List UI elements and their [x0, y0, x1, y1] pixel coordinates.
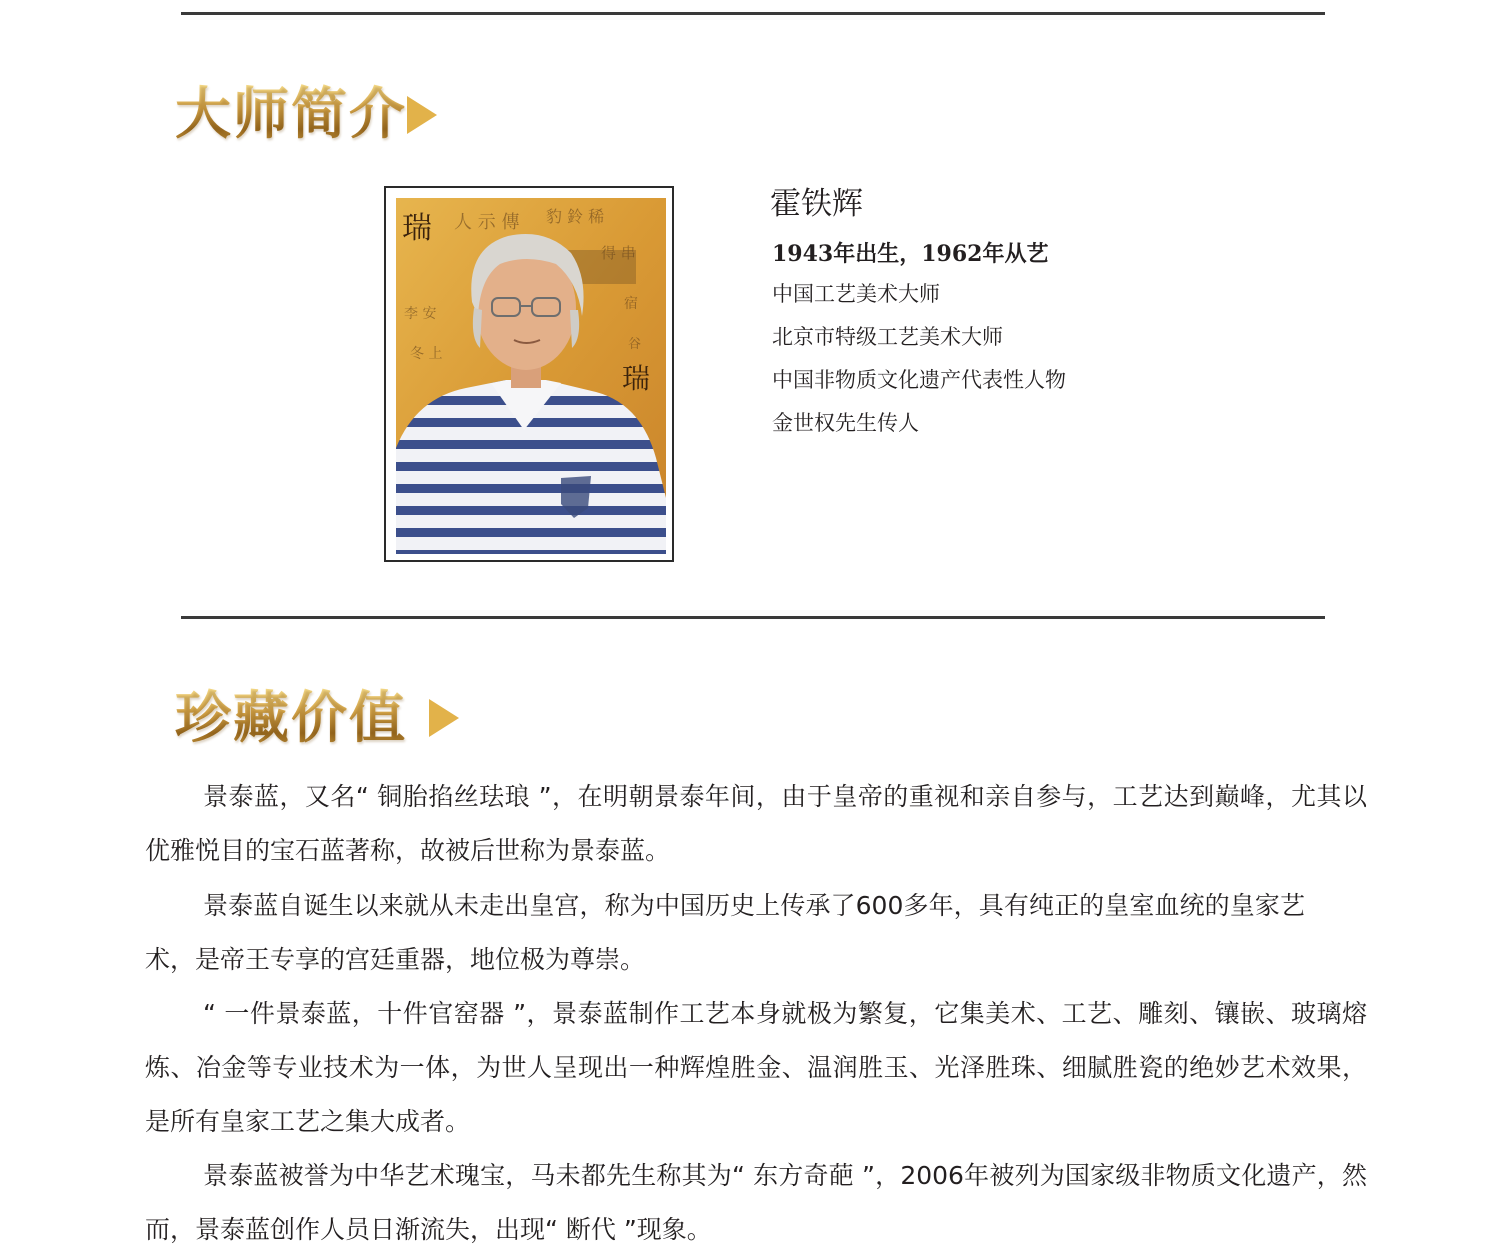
svg-text:李 安: 李 安	[404, 306, 437, 322]
section-title-collection-value: 珍藏价值	[175, 685, 407, 751]
triangle-arrow-icon	[407, 96, 437, 134]
svg-text:人 示 傳: 人 示 傳	[454, 212, 520, 233]
svg-text:宿: 宿	[624, 296, 638, 312]
master-birth-line: 1943年出生，1962年从艺	[772, 241, 1049, 267]
master-title-1: 中国工艺美术大师	[772, 282, 940, 306]
svg-text:谷: 谷	[628, 337, 642, 352]
paragraph-4: 景泰蓝被誉为中华艺术瑰宝，马未都先生称其为“ 东方奇葩 ”，2006年被列为国家级非物质文化遗产，然而，景泰蓝创作人员日渐流失，出现“ 断代 ”现象。	[145, 1161, 1367, 1244]
photo-calligraphy-1: 瑞	[402, 211, 432, 246]
middle-divider	[181, 616, 1325, 619]
svg-text:豹 鈴 稀: 豹 鈴 稀	[546, 207, 605, 226]
master-title-4: 金世权先生传人	[772, 411, 919, 435]
photo-calligraphy-2: 瑞	[622, 362, 651, 395]
top-divider	[181, 12, 1325, 15]
master-photo-frame	[384, 186, 674, 562]
triangle-arrow-icon	[429, 699, 459, 737]
master-photo	[396, 198, 666, 554]
paragraph-1: 景泰蓝，又名“ 铜胎掐丝珐琅 ”，在明朝景泰年间，由于皇帝的重视和亲自参与，工艺达到巅峰，尤其以优雅悦目的宝石蓝著称，故被后世称为景泰蓝。	[145, 782, 1367, 865]
section-title-master-intro: 大师简介	[175, 81, 407, 147]
master-title-3: 中国非物质文化遗产代表性人物	[772, 368, 1066, 392]
paragraph-2: 景泰蓝自诞生以来就从未走出皇宫，称为中国历史上传承了600多年，具有纯正的皇室血统的皇家艺术，是帝王专享的宫廷重器，地位极为尊崇。	[145, 891, 1305, 974]
master-title-2: 北京市特级工艺美术大师	[772, 325, 1003, 349]
master-name: 霍铁辉	[770, 186, 863, 222]
svg-text:冬 上: 冬 上	[410, 346, 443, 362]
paragraph-3: “ 一件景泰蓝，十件官窑器 ”，景泰蓝制作工艺本身就极为繁复，它集美术、工艺、雕刻、镶嵌、玻璃熔炼、冶金等专业技术为一体，为世人呈现出一种辉煌胜金、温润胜玉、光泽胜珠、细腻胜瓷的绝妙艺术效果，是所有皇家工艺之集大成者。	[145, 999, 1367, 1136]
svg-text:得 串: 得 串	[601, 244, 636, 262]
